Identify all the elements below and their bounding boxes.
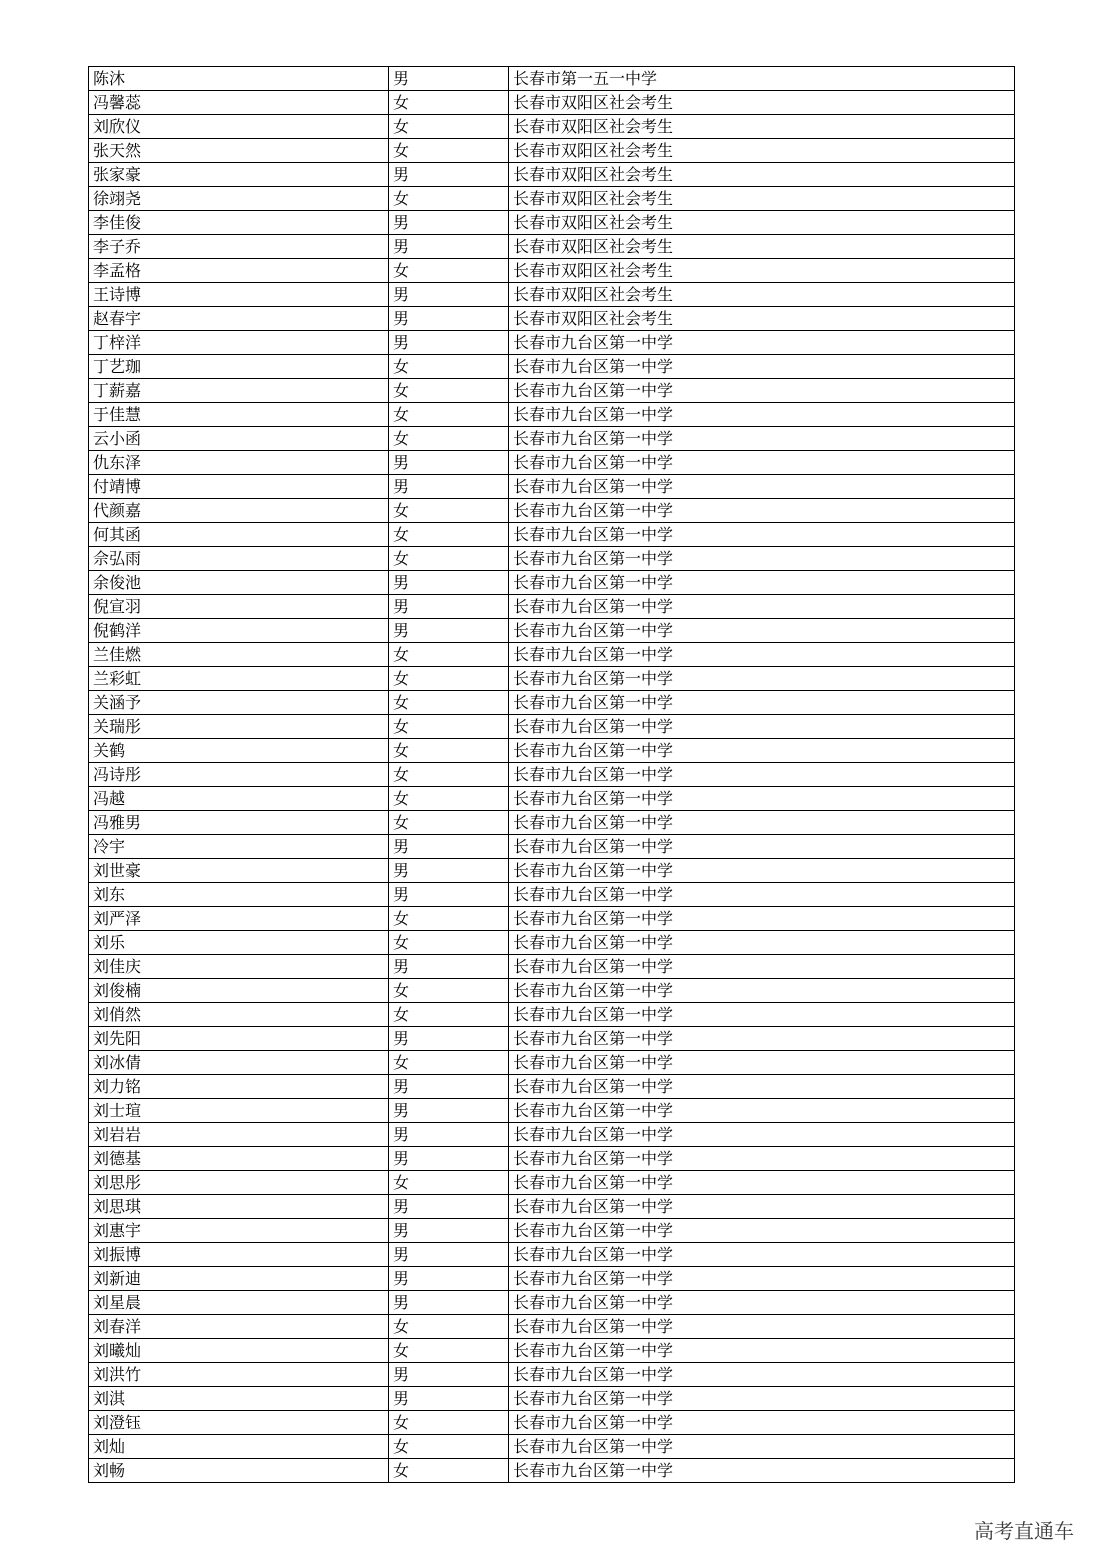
gender-cell: 男 [389, 1363, 509, 1387]
table-row [89, 547, 1015, 571]
name-cell: 云小函 [89, 427, 389, 451]
name-cell: 刘淇 [89, 1387, 389, 1411]
name-cell: 倪宣羽 [89, 595, 389, 619]
school-cell: 长春市双阳区社会考生 [509, 211, 1015, 235]
school-cell: 长春市九台区第一中学 [509, 403, 1015, 427]
name-cell: 刘春洋 [89, 1315, 389, 1339]
school-cell: 长春市九台区第一中学 [509, 715, 1015, 739]
name-cell: 兰彩虹 [89, 667, 389, 691]
school-cell: 长春市九台区第一中学 [509, 859, 1015, 883]
table-row [89, 235, 1015, 259]
name-cell: 刘洪竹 [89, 1363, 389, 1387]
table-row [89, 835, 1015, 859]
table-row [89, 1171, 1015, 1195]
name-cell: 刘思彤 [89, 1171, 389, 1195]
gender-cell: 男 [389, 451, 509, 475]
table-row [89, 571, 1015, 595]
table-row [89, 1267, 1015, 1291]
table-row [89, 307, 1015, 331]
school-cell: 长春市九台区第一中学 [509, 1363, 1015, 1387]
name-cell: 刘欣仪 [89, 115, 389, 139]
name-cell: 冯馨蕊 [89, 91, 389, 115]
watermark-text: 高考直通车 [974, 1519, 1074, 1543]
name-cell: 刘岩岩 [89, 1123, 389, 1147]
gender-cell: 女 [389, 355, 509, 379]
name-cell: 关瑞彤 [89, 715, 389, 739]
table-row [89, 499, 1015, 523]
school-cell: 长春市九台区第一中学 [509, 931, 1015, 955]
school-cell: 长春市九台区第一中学 [509, 331, 1015, 355]
school-cell: 长春市双阳区社会考生 [509, 307, 1015, 331]
school-cell: 长春市九台区第一中学 [509, 1147, 1015, 1171]
table-row [89, 1051, 1015, 1075]
gender-cell: 男 [389, 1291, 509, 1315]
name-cell: 王诗博 [89, 283, 389, 307]
table-row [89, 1243, 1015, 1267]
name-cell: 兰佳燃 [89, 643, 389, 667]
school-cell: 长春市九台区第一中学 [509, 1099, 1015, 1123]
table-row [89, 211, 1015, 235]
gender-cell: 女 [389, 1339, 509, 1363]
gender-cell: 女 [389, 763, 509, 787]
school-cell: 长春市双阳区社会考生 [509, 115, 1015, 139]
name-cell: 刘严泽 [89, 907, 389, 931]
gender-cell: 男 [389, 67, 509, 91]
name-cell: 丁艺珈 [89, 355, 389, 379]
gender-cell: 女 [389, 1003, 509, 1027]
name-cell: 冷宇 [89, 835, 389, 859]
gender-cell: 男 [389, 1243, 509, 1267]
table-row [89, 403, 1015, 427]
gender-cell: 男 [389, 835, 509, 859]
table-row [89, 187, 1015, 211]
table-row [89, 931, 1015, 955]
school-cell: 长春市九台区第一中学 [509, 523, 1015, 547]
gender-cell: 男 [389, 955, 509, 979]
name-cell: 佘弘雨 [89, 547, 389, 571]
school-cell: 长春市九台区第一中学 [509, 787, 1015, 811]
table-row [89, 427, 1015, 451]
table-row [89, 1315, 1015, 1339]
school-cell: 长春市九台区第一中学 [509, 547, 1015, 571]
name-cell: 冯越 [89, 787, 389, 811]
school-cell: 长春市九台区第一中学 [509, 1075, 1015, 1099]
table-row [89, 883, 1015, 907]
table-row [89, 139, 1015, 163]
school-cell: 长春市九台区第一中学 [509, 691, 1015, 715]
name-cell: 李子乔 [89, 235, 389, 259]
name-cell: 刘澄钰 [89, 1411, 389, 1435]
table-row [89, 259, 1015, 283]
table-row [89, 1099, 1015, 1123]
name-cell: 刘思琪 [89, 1195, 389, 1219]
name-cell: 冯诗彤 [89, 763, 389, 787]
gender-cell: 女 [389, 499, 509, 523]
gender-cell: 男 [389, 1267, 509, 1291]
name-cell: 张家豪 [89, 163, 389, 187]
table-row [89, 1291, 1015, 1315]
school-cell: 长春市九台区第一中学 [509, 739, 1015, 763]
name-cell: 关涵予 [89, 691, 389, 715]
school-cell: 长春市九台区第一中学 [509, 1291, 1015, 1315]
table-row [89, 595, 1015, 619]
gender-cell: 女 [389, 979, 509, 1003]
gender-cell: 男 [389, 1027, 509, 1051]
school-cell: 长春市九台区第一中学 [509, 811, 1015, 835]
school-cell: 长春市九台区第一中学 [509, 1387, 1015, 1411]
gender-cell: 男 [389, 1099, 509, 1123]
table-row [89, 1339, 1015, 1363]
name-cell: 刘先阳 [89, 1027, 389, 1051]
name-cell: 刘星晨 [89, 1291, 389, 1315]
gender-cell: 男 [389, 1075, 509, 1099]
school-cell: 长春市九台区第一中学 [509, 1195, 1015, 1219]
school-cell: 长春市双阳区社会考生 [509, 187, 1015, 211]
name-cell: 刘振博 [89, 1243, 389, 1267]
school-cell: 长春市九台区第一中学 [509, 667, 1015, 691]
table-row [89, 1147, 1015, 1171]
gender-cell: 女 [389, 715, 509, 739]
gender-cell: 男 [389, 1387, 509, 1411]
school-cell: 长春市九台区第一中学 [509, 1339, 1015, 1363]
name-cell: 李孟格 [89, 259, 389, 283]
school-cell: 长春市九台区第一中学 [509, 1219, 1015, 1243]
name-cell: 刘东 [89, 883, 389, 907]
gender-cell: 男 [389, 883, 509, 907]
table-row [89, 331, 1015, 355]
table-row [89, 475, 1015, 499]
table-row [89, 787, 1015, 811]
school-cell: 长春市双阳区社会考生 [509, 91, 1015, 115]
school-cell: 长春市九台区第一中学 [509, 1051, 1015, 1075]
name-cell: 刘士瑄 [89, 1099, 389, 1123]
table-row [89, 955, 1015, 979]
name-cell: 何其函 [89, 523, 389, 547]
gender-cell: 男 [389, 211, 509, 235]
school-cell: 长春市九台区第一中学 [509, 1123, 1015, 1147]
gender-cell: 女 [389, 547, 509, 571]
name-cell: 刘惠宇 [89, 1219, 389, 1243]
name-cell: 丁梓洋 [89, 331, 389, 355]
roster-table-body [89, 67, 1015, 1483]
school-cell: 长春市九台区第一中学 [509, 1003, 1015, 1027]
name-cell: 徐翊尧 [89, 187, 389, 211]
gender-cell: 男 [389, 307, 509, 331]
gender-cell: 女 [389, 1411, 509, 1435]
table-row [89, 811, 1015, 835]
gender-cell: 女 [389, 907, 509, 931]
name-cell: 刘新迪 [89, 1267, 389, 1291]
gender-cell: 女 [389, 787, 509, 811]
table-row [89, 643, 1015, 667]
gender-cell: 男 [389, 571, 509, 595]
school-cell: 长春市九台区第一中学 [509, 1411, 1015, 1435]
school-cell: 长春市九台区第一中学 [509, 619, 1015, 643]
name-cell: 刘俏然 [89, 1003, 389, 1027]
table-row [89, 1075, 1015, 1099]
school-cell: 长春市双阳区社会考生 [509, 259, 1015, 283]
name-cell: 刘曦灿 [89, 1339, 389, 1363]
school-cell: 长春市九台区第一中学 [509, 883, 1015, 907]
gender-cell: 男 [389, 1123, 509, 1147]
name-cell: 仇东泽 [89, 451, 389, 475]
school-cell: 长春市九台区第一中学 [509, 1243, 1015, 1267]
name-cell: 张天然 [89, 139, 389, 163]
gender-cell: 男 [389, 163, 509, 187]
school-cell: 长春市九台区第一中学 [509, 499, 1015, 523]
table-row [89, 1459, 1015, 1483]
gender-cell: 女 [389, 1459, 509, 1483]
school-cell: 长春市九台区第一中学 [509, 835, 1015, 859]
table-row [89, 1363, 1015, 1387]
gender-cell: 女 [389, 523, 509, 547]
gender-cell: 男 [389, 331, 509, 355]
table-row [89, 379, 1015, 403]
name-cell: 倪鹤洋 [89, 619, 389, 643]
name-cell: 陈沐 [89, 67, 389, 91]
school-cell: 长春市双阳区社会考生 [509, 235, 1015, 259]
gender-cell: 女 [389, 139, 509, 163]
school-cell: 长春市双阳区社会考生 [509, 163, 1015, 187]
gender-cell: 男 [389, 1219, 509, 1243]
name-cell: 代颜嘉 [89, 499, 389, 523]
table-row [89, 115, 1015, 139]
gender-cell: 女 [389, 427, 509, 451]
school-cell: 长春市双阳区社会考生 [509, 139, 1015, 163]
name-cell: 刘灿 [89, 1435, 389, 1459]
gender-cell: 男 [389, 619, 509, 643]
table-row [89, 667, 1015, 691]
school-cell: 长春市九台区第一中学 [509, 451, 1015, 475]
school-cell: 长春市九台区第一中学 [509, 955, 1015, 979]
school-cell: 长春市九台区第一中学 [509, 907, 1015, 931]
gender-cell: 男 [389, 859, 509, 883]
name-cell: 刘乐 [89, 931, 389, 955]
school-cell: 长春市九台区第一中学 [509, 979, 1015, 1003]
name-cell: 冯雅男 [89, 811, 389, 835]
name-cell: 丁薪嘉 [89, 379, 389, 403]
school-cell: 长春市双阳区社会考生 [509, 283, 1015, 307]
gender-cell: 女 [389, 643, 509, 667]
gender-cell: 女 [389, 115, 509, 139]
table-row [89, 1411, 1015, 1435]
gender-cell: 女 [389, 379, 509, 403]
name-cell: 刘畅 [89, 1459, 389, 1483]
table-row [89, 1219, 1015, 1243]
name-cell: 赵春宇 [89, 307, 389, 331]
gender-cell: 女 [389, 1315, 509, 1339]
gender-cell: 女 [389, 739, 509, 763]
name-cell: 付靖博 [89, 475, 389, 499]
gender-cell: 女 [389, 187, 509, 211]
gender-cell: 女 [389, 1051, 509, 1075]
name-cell: 于佳慧 [89, 403, 389, 427]
gender-cell: 男 [389, 1147, 509, 1171]
school-cell: 长春市九台区第一中学 [509, 763, 1015, 787]
table-row [89, 619, 1015, 643]
school-cell: 长春市九台区第一中学 [509, 1267, 1015, 1291]
gender-cell: 女 [389, 91, 509, 115]
gender-cell: 男 [389, 475, 509, 499]
gender-cell: 女 [389, 811, 509, 835]
name-cell: 余俊池 [89, 571, 389, 595]
school-cell: 长春市九台区第一中学 [509, 571, 1015, 595]
table-row [89, 739, 1015, 763]
name-cell: 刘世豪 [89, 859, 389, 883]
roster-table [88, 66, 1015, 1483]
gender-cell: 女 [389, 1435, 509, 1459]
gender-cell: 女 [389, 667, 509, 691]
table-row [89, 979, 1015, 1003]
table-row [89, 1435, 1015, 1459]
school-cell: 长春市九台区第一中学 [509, 1435, 1015, 1459]
gender-cell: 女 [389, 1171, 509, 1195]
name-cell: 关鹤 [89, 739, 389, 763]
table-row [89, 1027, 1015, 1051]
name-cell: 刘冰倩 [89, 1051, 389, 1075]
school-cell: 长春市九台区第一中学 [509, 1315, 1015, 1339]
school-cell: 长春市九台区第一中学 [509, 1171, 1015, 1195]
school-cell: 长春市九台区第一中学 [509, 475, 1015, 499]
table-row [89, 283, 1015, 307]
name-cell: 刘力铭 [89, 1075, 389, 1099]
gender-cell: 女 [389, 931, 509, 955]
school-cell: 长春市九台区第一中学 [509, 1027, 1015, 1051]
gender-cell: 男 [389, 1195, 509, 1219]
gender-cell: 男 [389, 595, 509, 619]
school-cell: 长春市九台区第一中学 [509, 355, 1015, 379]
name-cell: 刘佳庆 [89, 955, 389, 979]
school-cell: 长春市第一五一中学 [509, 67, 1015, 91]
gender-cell: 女 [389, 403, 509, 427]
name-cell: 李佳俊 [89, 211, 389, 235]
school-cell: 长春市九台区第一中学 [509, 379, 1015, 403]
table-row [89, 355, 1015, 379]
table-row [89, 691, 1015, 715]
school-cell: 长春市九台区第一中学 [509, 1459, 1015, 1483]
gender-cell: 男 [389, 283, 509, 307]
table-row [89, 907, 1015, 931]
table-row [89, 715, 1015, 739]
table-row [89, 859, 1015, 883]
table-row [89, 1195, 1015, 1219]
table-row [89, 1003, 1015, 1027]
gender-cell: 女 [389, 259, 509, 283]
table-row [89, 763, 1015, 787]
school-cell: 长春市九台区第一中学 [509, 427, 1015, 451]
gender-cell: 男 [389, 235, 509, 259]
name-cell: 刘俊楠 [89, 979, 389, 1003]
gender-cell: 女 [389, 691, 509, 715]
table-row [89, 523, 1015, 547]
table-row [89, 67, 1015, 91]
name-cell: 刘德基 [89, 1147, 389, 1171]
table-row [89, 91, 1015, 115]
school-cell: 长春市九台区第一中学 [509, 595, 1015, 619]
school-cell: 长春市九台区第一中学 [509, 643, 1015, 667]
table-row [89, 163, 1015, 187]
table-row [89, 1123, 1015, 1147]
table-row [89, 451, 1015, 475]
table-row [89, 1387, 1015, 1411]
